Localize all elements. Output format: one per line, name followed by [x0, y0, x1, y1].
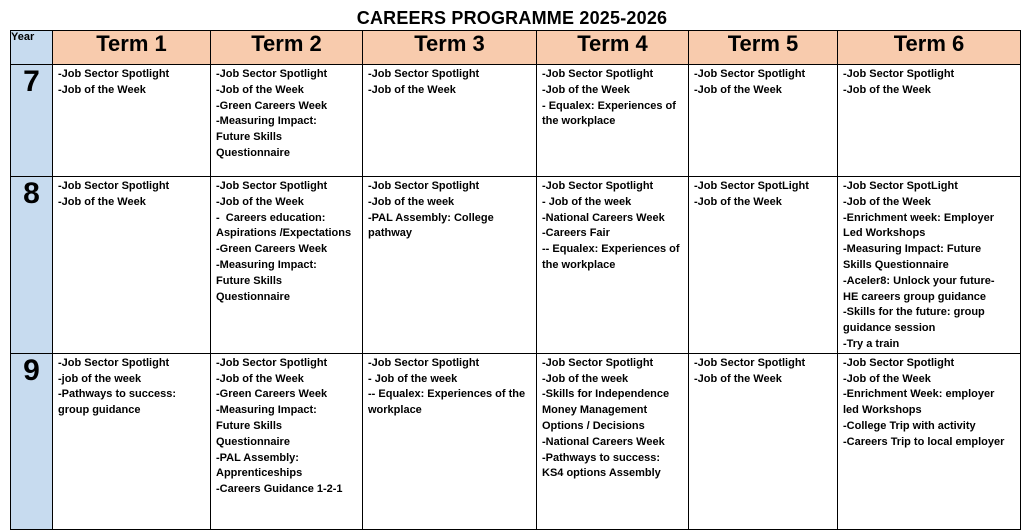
activity-item: -Green Careers Week: [216, 388, 328, 401]
activity-item: -Green Careers Week: [216, 243, 328, 256]
activity-item: - Careers education:: [216, 211, 326, 224]
year-column-header: Year: [11, 31, 53, 65]
activity-item: -Job of the Week: [216, 83, 304, 96]
activity-item: -Job of the Week: [694, 372, 782, 385]
term-cell: [838, 65, 1021, 177]
activity-item: -Job Sector Spotlight: [58, 356, 170, 369]
activity-item: -Skills for the future: group: [843, 306, 985, 319]
term-header: Term 4: [537, 31, 689, 65]
term-cell: [53, 177, 211, 354]
activity-item: -Aceler8: Unlock your future-: [843, 274, 995, 287]
activity-item: -National Careers Week: [542, 211, 665, 224]
table-row: [11, 353, 1021, 529]
term-cell: [211, 177, 363, 354]
activity-item: -Job Sector Spotlight: [368, 356, 480, 369]
activity-item: - Equalex: Experiences of: [542, 99, 676, 112]
activity-list: [211, 177, 362, 305]
term-cell: [537, 177, 689, 354]
activity-item: -Green Careers Week: [216, 99, 328, 112]
activity-item: -Try a train: [843, 337, 900, 350]
activity-item: Questionnaire: [216, 146, 290, 159]
activity-list: [363, 177, 536, 242]
activity-list: [363, 354, 536, 419]
term-header: Term 5: [689, 31, 838, 65]
activity-item: Skills Questionnaire: [843, 258, 949, 271]
activity-list: [537, 65, 688, 130]
term-cell: [838, 353, 1021, 529]
activity-item: -National Careers Week: [542, 435, 665, 448]
term-cell: [689, 353, 838, 529]
year-label: 8: [11, 177, 53, 354]
activity-item: the workplace: [542, 115, 616, 128]
term-cell: [363, 353, 537, 529]
activity-list: [689, 65, 837, 99]
activity-item: -Job of the Week: [542, 83, 630, 96]
activity-item: -Enrichment week: Employer: [843, 211, 994, 224]
activity-item: -Careers Fair: [542, 227, 610, 240]
activity-item: -Measuring Impact:: [216, 258, 317, 271]
activity-item: HE careers group guidance: [843, 290, 987, 303]
activity-list: [838, 354, 1020, 451]
activity-item: group guidance: [58, 404, 141, 417]
activity-item: -College Trip with activity: [843, 419, 976, 432]
activity-item: -Job Sector Spotlight: [216, 356, 328, 369]
activity-item: -Job Sector Spotlight: [843, 356, 955, 369]
activity-item: pathway: [368, 227, 413, 240]
activity-item: -Job Sector Spotlight: [58, 68, 170, 80]
year-label: 7: [11, 65, 53, 177]
activity-item: -Measuring Impact:: [216, 404, 317, 417]
activity-item: - Job of the week: [542, 195, 632, 208]
activity-item: -Job Sector Spotlight: [368, 68, 480, 80]
activity-list: [363, 65, 536, 99]
activity-item: -Pathways to success:: [542, 451, 660, 464]
term-cell: [53, 353, 211, 529]
activity-list: [53, 65, 210, 99]
activity-item: Future Skills: [216, 274, 283, 287]
activity-item: workplace: [368, 404, 422, 417]
term-cell: [53, 65, 211, 177]
term-cell: [537, 65, 689, 177]
activity-item: -Job of the Week: [694, 83, 782, 96]
activity-item: -Careers Trip to local employer: [843, 435, 1005, 448]
term-header: Term 1: [53, 31, 211, 65]
term-cell: [689, 65, 838, 177]
activity-item: KS4 options Assembly: [542, 467, 661, 480]
term-cell: [363, 65, 537, 177]
activity-item: -Job of the Week: [368, 83, 456, 96]
activity-list: [537, 354, 688, 482]
activity-item: -Measuring Impact:: [216, 115, 317, 128]
activity-list: [838, 65, 1020, 99]
table-row: [11, 177, 1021, 354]
activity-item: -Careers Guidance 1-2-1: [216, 483, 343, 496]
activity-list: [537, 177, 688, 274]
activity-item: -- Equalex: Experiences of the: [368, 388, 526, 401]
activity-item: -Job Sector Spotlight: [694, 68, 806, 80]
activity-list: [689, 354, 837, 388]
activity-item: -Job Sector Spotlight: [216, 180, 328, 192]
term-cell: [211, 65, 363, 177]
careers-programme-table: [10, 30, 1021, 530]
term-header: Term 2: [211, 31, 363, 65]
activity-item: -Job of the Week: [58, 195, 146, 208]
activity-item: -Job of the Week: [843, 83, 931, 96]
activity-list: [838, 177, 1020, 353]
term-cell: [211, 353, 363, 529]
activity-item: -Job of the Week: [58, 83, 146, 96]
activity-list: [53, 354, 210, 419]
activity-item: -Job of the week: [368, 195, 455, 208]
term-header: Term 6: [838, 31, 1021, 65]
term-cell: [537, 353, 689, 529]
activity-item: -job of the week: [58, 372, 142, 385]
year-label: 9: [11, 353, 53, 529]
activity-item: -Enrichment Week: employer: [843, 388, 995, 401]
activity-item: Options / Decisions: [542, 419, 645, 432]
activity-item: -Job of the Week: [216, 372, 304, 385]
term-cell: [838, 177, 1021, 354]
activity-item: Aspirations /Expectations: [216, 227, 352, 240]
activity-item: -Job of the Week: [843, 195, 931, 208]
activity-item: -Job of the Week: [843, 372, 931, 385]
activity-item: -Job of the Week: [694, 195, 782, 208]
activity-item: -Pathways to success:: [58, 388, 176, 401]
activity-item: - Job of the week: [368, 372, 458, 385]
activity-item: -PAL Assembly:: [216, 451, 299, 464]
activity-item: Money Management: [542, 404, 648, 417]
term-cell: [363, 177, 537, 354]
activity-item: -Job Sector SpotLight: [694, 180, 809, 192]
activity-list: [211, 354, 362, 498]
activity-item: -Job of the Week: [216, 195, 304, 208]
activity-list: [53, 177, 210, 211]
table-row: [11, 65, 1021, 177]
activity-item: Future Skills: [216, 131, 283, 144]
activity-item: -Job Sector Spotlight: [843, 68, 955, 80]
activity-item: -PAL Assembly: College: [368, 211, 494, 224]
activity-item: the workplace: [542, 258, 616, 271]
activity-item: -Job Sector Spotlight: [542, 68, 654, 80]
activity-item: Apprenticeships: [216, 467, 303, 480]
activity-item: Future Skills: [216, 419, 283, 432]
activity-item: Led Workshops: [843, 227, 926, 240]
activity-item: -Job Sector Spotlight: [368, 180, 480, 192]
activity-item: led Workshops: [843, 404, 922, 417]
activity-item: -Job of the week: [542, 372, 629, 385]
page-title: CAREERS PROGRAMME 2025-2026: [356, 8, 668, 28]
activity-item: -- Equalex: Experiences of: [542, 243, 680, 256]
activity-list: [689, 177, 837, 211]
activity-item: -Job Sector SpotLight: [843, 180, 958, 192]
activity-item: -Job Sector Spotlight: [542, 356, 654, 369]
term-cell: [689, 177, 838, 354]
activity-item: Questionnaire: [216, 290, 290, 303]
activity-item: guidance session: [843, 322, 936, 335]
activity-list: [211, 65, 362, 162]
activity-item: Questionnaire: [216, 435, 290, 448]
header-row: [11, 31, 1021, 65]
activity-item: -Job Sector Spotlight: [58, 180, 170, 192]
activity-item: -Skills for Independence: [542, 388, 670, 401]
activity-item: -Job Sector Spotlight: [216, 68, 328, 80]
activity-item: -Job Sector Spotlight: [694, 356, 806, 369]
activity-item: -Job Sector Spotlight: [542, 180, 654, 192]
activity-item: -Measuring Impact: Future: [843, 243, 982, 256]
term-header: Term 3: [363, 31, 537, 65]
